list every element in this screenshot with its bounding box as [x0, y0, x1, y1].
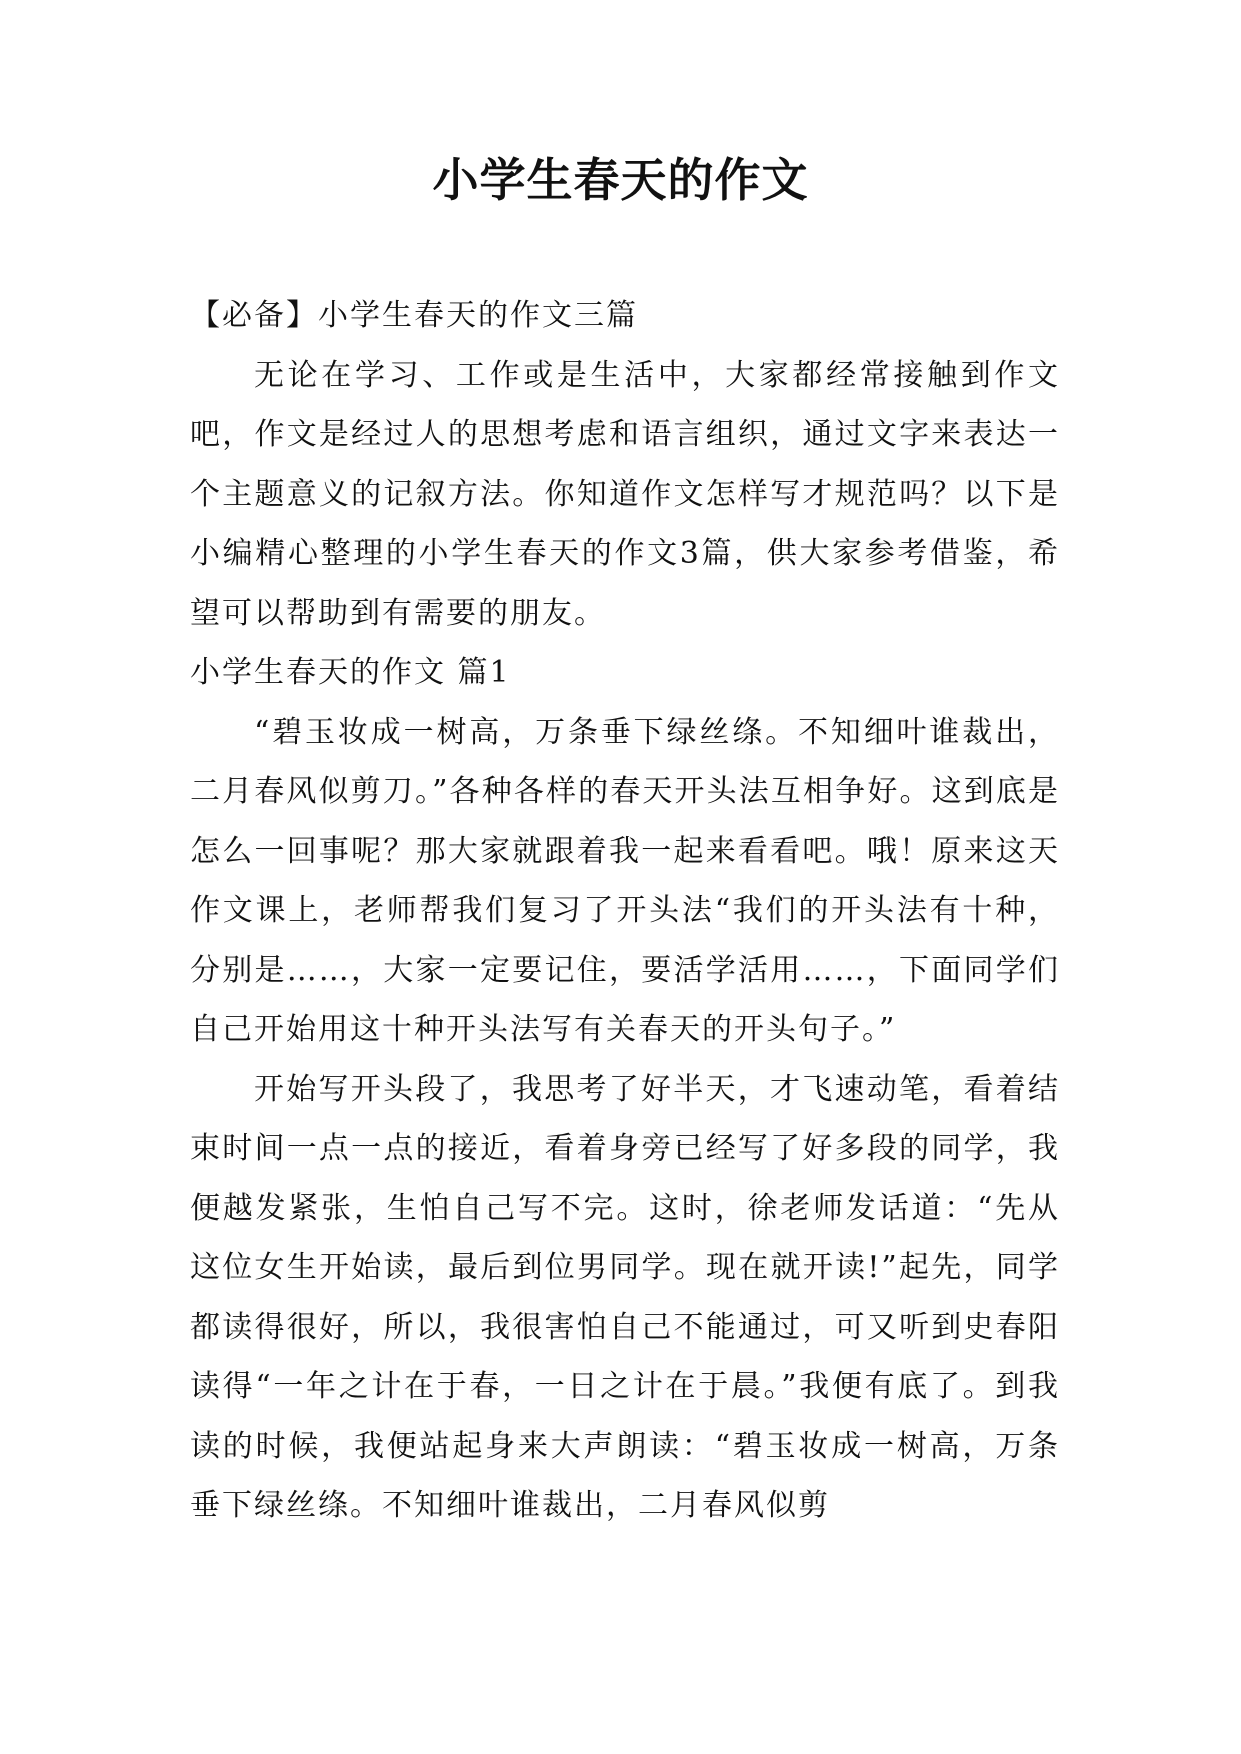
document-body [190, 286, 1060, 1536]
intro-paragraph: 无论在学习、工作或是生活中，大家都经常接触到作文吧，作文是经过人的思想考虑和语言组织，通过文字来表达一个主题意义的记叙方法。你知道作文怎样写才规范吗？以下是小编精心整理的小学生春天的作文3篇，供大家参考借鉴，希望可以帮助到有需要的朋友。 [190, 357, 1060, 631]
document-title: 小学生春天的作文 [432, 153, 809, 207]
body-paragraph-1: “碧玉妆成一树高，万条垂下绿丝绦。不知细叶谁裁出，二月春风似剪刀。”各种各样的春天开头法互相争好。这到底是怎么一回事呢？那大家就跟着我一起来看看吧。哦！原来这天作文课上，老师帮我们复习了开头法“我们的开头法有十种，分别是……，大家一定要记住，要活学活用……，下面同学们自己开始用这十种开头法写有关春天的开头句子。” [190, 714, 1060, 1047]
body-paragraph-2: 开始写开头段了，我思考了好半天，才飞速动笔，看着结束时间一点一点的接近，看着身旁已经写了好多段的同学，我便越发紧张，生怕自己写不完。这时，徐老师发话道：“先从这位女生开始读，最后到位男同学。现在就开读!”起先，同学都读得很好，所以，我很害怕自己不能通过，可又听到史春阳读得“一年之计在于春，一日之计在于晨。”我便有底了。到我读的时候，我便站起身来大声朗读：“碧玉妆成一树高，万条垂下绿丝绦。不知细叶谁裁出，二月春风似剪 [190, 1071, 1060, 1523]
document-subtitle: 【必备】小学生春天的作文三篇 [190, 298, 638, 333]
section-heading: 小学生春天的作文 篇1 [190, 655, 511, 690]
